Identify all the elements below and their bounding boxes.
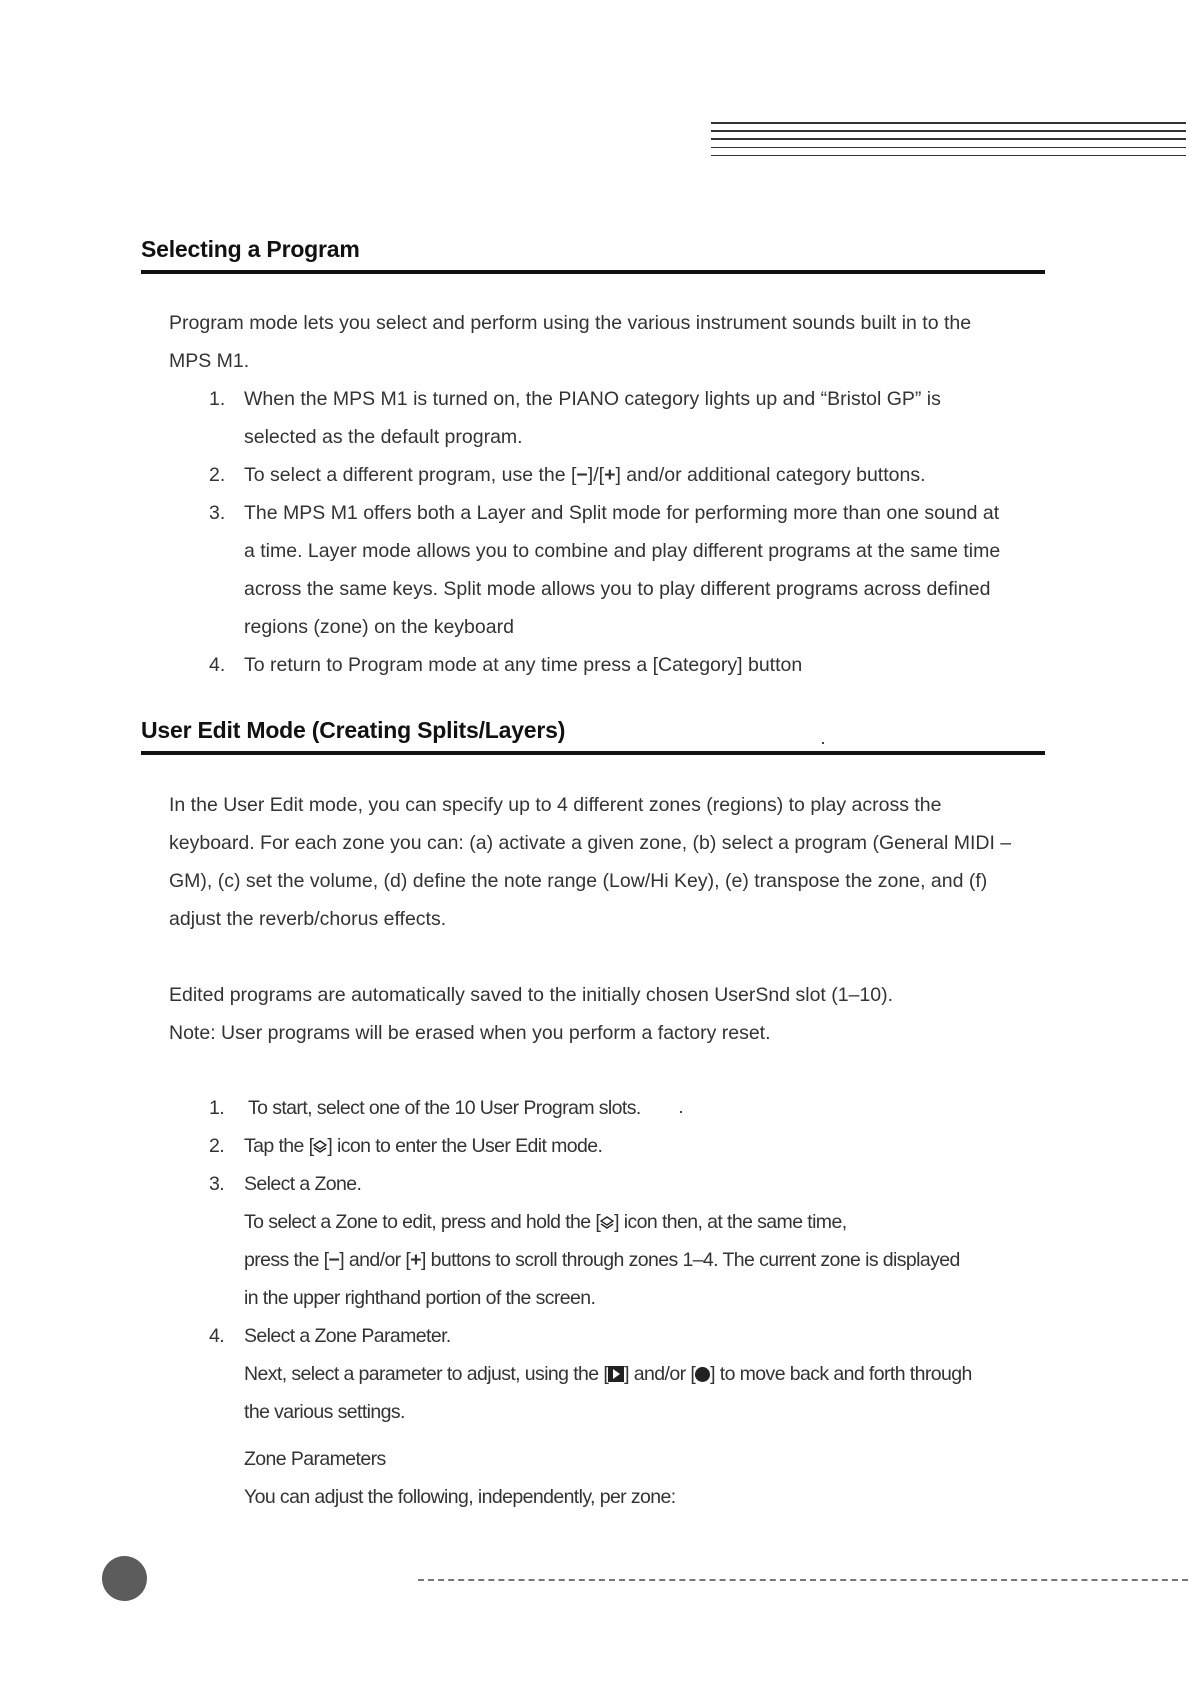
list-number: 1. (209, 388, 226, 410)
section-divider (141, 270, 1045, 274)
list-item (209, 456, 1000, 494)
header-rules (711, 122, 1186, 163)
footer-dashed-rule (418, 1579, 1188, 1581)
zone-parameters (209, 1440, 676, 1516)
list-number: 4. (209, 1325, 225, 1347)
list-number: 3. (209, 502, 226, 524)
list-item (209, 646, 1000, 684)
list-item (209, 1127, 972, 1165)
record-dot-icon (695, 1367, 710, 1382)
zone-params-title: Zone Parameters (244, 1448, 386, 1470)
list-number: 2. (209, 464, 226, 486)
list-text: When the MPS M1 is turned on, the PIANO category lights up and “Bristol GP” is (244, 388, 941, 410)
para-line: Edited programs are automatically saved to the initially chosen UserSnd slot (1–10). (169, 984, 894, 1006)
list-number: 1. (209, 1097, 225, 1119)
list-text: The MPS M1 offers both a Layer and Split mode for performing more than one sound at (244, 502, 1000, 524)
layers-icon (313, 1140, 327, 1154)
zone-params-text: You can adjust the following, independently, per zone: (244, 1486, 676, 1508)
page-number-circle (102, 1556, 147, 1601)
para-line: adjust the reverb/chorus effects. (169, 908, 447, 930)
para-line: In the User Edit mode, you can specify up to 4 different zones (regions) to play across the (169, 794, 942, 816)
section2-intro (169, 786, 1011, 938)
list-item (209, 1317, 972, 1431)
stray-dot (680, 1111, 682, 1113)
list-text: a time. Layer mode allows you to combine and play different programs at the same time (244, 540, 1001, 562)
list-number: 2. (209, 1135, 225, 1157)
section-divider (141, 751, 1045, 755)
section-title-user-edit-mode: User Edit Mode (Creating Splits/Layers) (141, 717, 566, 743)
list-number: 3. (209, 1173, 225, 1195)
list-subtext: the various settings. (244, 1401, 405, 1423)
intro-line: Program mode lets you select and perform using the various instrument sounds built in to the (169, 312, 972, 334)
list-subtext: press the [−] and/or [+] buttons to scroll through zones 1–4. The current zone is displayed (244, 1241, 972, 1279)
list-text: Select a Zone Parameter. (244, 1325, 451, 1347)
play-icon (608, 1366, 624, 1382)
plus-icon: + (410, 1249, 422, 1271)
list-number: 4. (209, 654, 226, 676)
layers-icon (600, 1216, 614, 1230)
minus-icon: − (328, 1249, 340, 1271)
para-line: keyboard. For each zone you can: (a) activate a given zone, (b) select a program (General MIDI – (169, 832, 1012, 854)
list-text: regions (zone) on the keyboard (244, 616, 514, 638)
para-line: GM), (c) set the volume, (d) define the note range (Low/Hi Key), (e) transpose the zone, and (f) (169, 870, 988, 892)
list-item (209, 380, 1000, 456)
list-text: To return to Program mode at any time press a [Category] button (244, 654, 803, 676)
list-text: Tap the [ ] icon to enter the User Edit mode. (244, 1135, 603, 1157)
intro-line: MPS M1. (169, 350, 250, 372)
para-line: Note: User programs will be erased when you perform a factory reset. (169, 1022, 771, 1044)
list-text: To start, select one of the 10 User Program slots. (248, 1097, 641, 1119)
list-item (209, 1089, 972, 1127)
plus-icon: + (604, 464, 616, 486)
stray-dot (822, 742, 824, 744)
section1-intro (169, 304, 971, 380)
minus-icon: − (576, 464, 588, 486)
list-item (209, 1165, 972, 1317)
list-text: To select a different program, use the [−]/[+] and/or additional category buttons. (244, 456, 1000, 494)
list-text: across the same keys. Split mode allows you to play different programs across defined (244, 578, 991, 600)
program-steps-list (209, 380, 1000, 684)
list-text: selected as the default program. (244, 426, 523, 448)
list-text: Select a Zone. (244, 1173, 362, 1195)
list-subtext: in the upper righthand portion of the screen. (244, 1287, 596, 1309)
user-edit-steps-list (209, 1089, 972, 1431)
list-item (209, 494, 1000, 646)
section-title-selecting-program: Selecting a Program (141, 236, 360, 262)
list-subtext: Next, select a parameter to adjust, using the [ ] and/or [ ] to move back and forth through (244, 1363, 972, 1385)
list-subtext: To select a Zone to edit, press and hold the [ ] icon then, at the same time, (244, 1211, 847, 1233)
section2-note (169, 976, 893, 1052)
